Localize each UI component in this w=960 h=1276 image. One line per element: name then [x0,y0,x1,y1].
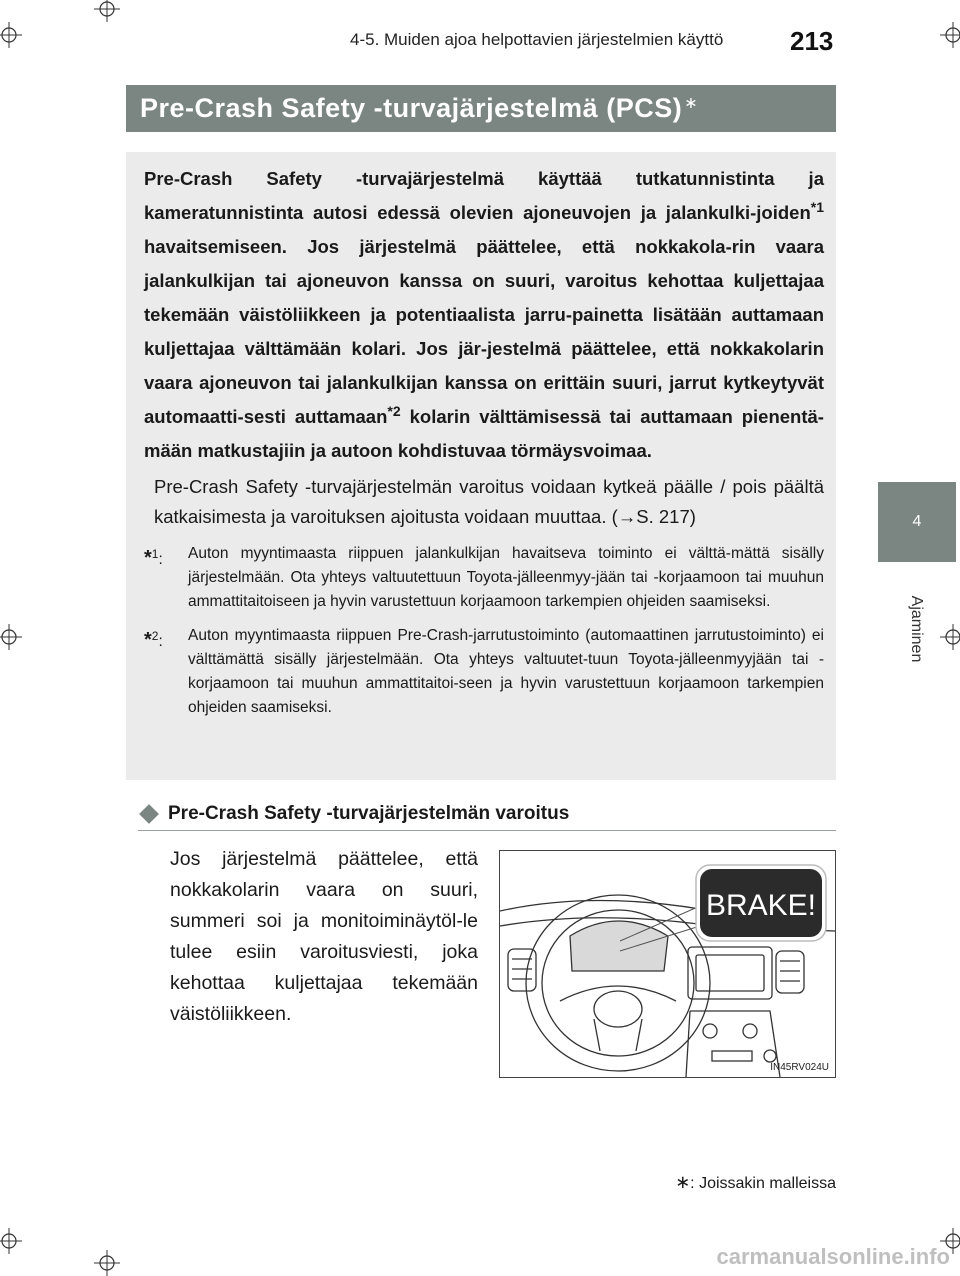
intro-paragraph [144,152,824,468]
footnote-marker: *$^1$: [144,547,163,570]
page-footnote-text: : Joissakin malleissa [690,1175,836,1192]
diamond-bullet-icon [139,804,159,824]
subsection-body: Jos järjestelmä päättelee, että nokkakolarin vaara on suuri, summeri soi ja monitoiminäytöl-le tulee esiin varoitusviesti, joka kehottaa kuljettajaa tekemään väistöliikkeen. [170,848,478,1025]
footnote-1 [144,542,824,614]
footnote-2 [144,624,824,720]
crop-mark-top-right [940,22,960,48]
intro-note: Pre-Crash Safety -turvajärjestelmän varoitus voidaan kytkeä päälle / pois päältä katkaisimesta ja varoituksen ajoitusta voidaan muuttaa. (→S. 217) [154,476,824,527]
chapter-tab [878,482,956,562]
crop-mark-top-center [94,0,120,22]
subsection-heading-text: Pre-Crash Safety -turvajärjestelmän varoitus [168,803,570,824]
chapter-number: 4 [912,513,922,530]
intro-text-2: havaitsemiseen. Jos järjestelmä päättelee, että nokkakola-rin vaara jalankulkijan tai ajoneuvon kanssa on suuri, varoitus kehottaa kuljettajaa tekemään väistöliikkeen ja potentiaalista jarru-painetta lisätään auttamaan kuljettajaa välttämään kolari. Jos jär-jestelmä päättelee, että nokkakolarin vaara ajoneuvon tai jalankulkijan kanssa on erittäin suuri, jarrut kytkeytyvät automaatti-sesti auttamaan [144,236,824,427]
brake-warning-text: BRAKE! [705,889,817,922]
optional-equipment-mark: ∗ [684,94,699,112]
footnote-marker: *$^2$: [144,629,163,652]
intro-text-1: Pre-Crash Safety -turvajärjestelmä käyttää tutkatunnistinta ja kameratunnistinta autosi edessä olevien ajoneuvojen ja jalankulki-joiden [144,168,824,223]
crop-mark-bottom-left [0,1228,22,1254]
intro-box [126,152,836,780]
page-footnote [600,1172,836,1193]
footnote-ref-2: *2 [387,402,401,419]
crop-mark-top-left [0,22,22,48]
figure-id: IN45RV024U [770,1062,829,1073]
crop-mark-mid-left [0,624,22,650]
chapter-label: Ajaminen [908,595,925,663]
page-number: 213 [790,26,834,56]
crop-mark-mid-right [940,624,960,650]
dashboard-drawing [500,851,835,1077]
section-title-bar [126,85,836,132]
footnote-ref-1: *1 [810,198,824,215]
intro-text-3: kolarin välttämisessä tai auttamaan pienentä-mään matkustajiin ja autoon kohdistuvaa törmäysvoimaa. [144,406,824,461]
page-footnote-mark: ∗ [675,1172,691,1192]
dashboard-illustration [499,850,836,1078]
section-title: Pre-Crash Safety -turvajärjestelmä (PCS) [140,93,683,123]
footnote-text: Auton myyntimaasta riippuen Pre-Crash-jarrutustoiminto (automaattinen jarrutustoiminto) ei välttämättä sisälly järjestelmään. Ota yhteys valtuutet-tuun Toyota-jälleenmyyjään tai -korjaamoon tai muuhun ammattitaitoi-seen ja hyvin varustettuun korjaamoon tarkempien ohjeiden saamiseksi. [188,627,824,716]
watermark: carmanualsonline.info [716,1244,950,1269]
footnote-text: Auton myyntimaasta riippuen jalankulkijan havaitseva toiminto ei välttä-mättä sisälly järjestelmään. Ota yhteys valtuutettuun Toyota-jälleenmyy-jään tai -korjaamoon tai muuhun ammattitaitoiseen ja hyvin varustettuun korjaamoon tarkempien ohjeiden saamiseksi. [188,545,824,610]
subsection-heading [138,798,836,831]
running-header: 4-5. Muiden ajoa helpottavien järjestelmien käyttö [350,30,724,49]
crop-mark-bottom-center [94,1250,120,1276]
